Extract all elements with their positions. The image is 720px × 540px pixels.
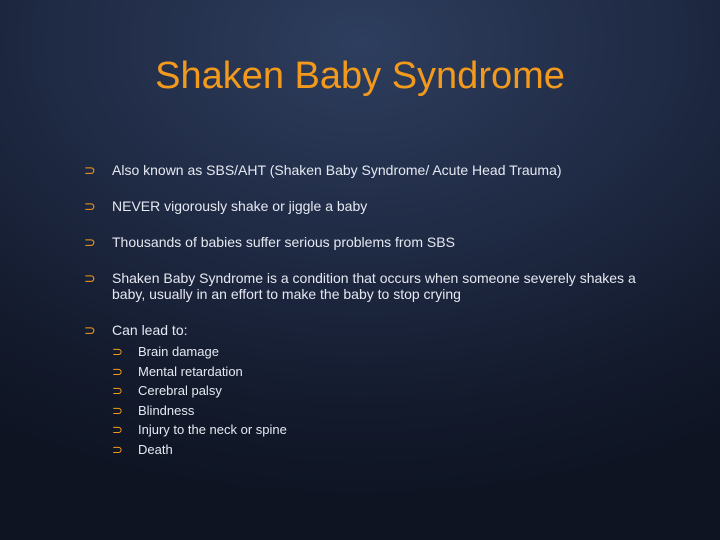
bullet-item — [84, 322, 664, 459]
sub-bullet-arrow-icon: ⊃ — [112, 383, 123, 398]
sub-bullet-text: Mental retardation — [138, 363, 243, 379]
sub-bullet-item — [112, 342, 664, 362]
bullet-item — [84, 198, 664, 214]
sub-bullet-arrow-icon: ⊃ — [112, 363, 123, 379]
sub-bullet-item — [112, 401, 664, 421]
sub-bullet-item — [112, 381, 664, 401]
sub-bullet-arrow-icon: ⊃ — [112, 441, 123, 457]
bullet-arrow-icon: ⊃ — [84, 322, 96, 338]
bullet-text: Shaken Baby Syndrome is a condition that occurs when someone severely shakes a baby, usually in an effort to make the baby to stop crying — [112, 270, 636, 302]
sub-bullet-item — [112, 440, 664, 460]
bullet-item — [84, 234, 664, 250]
bullet-text: NEVER vigorously shake or jiggle a baby — [112, 198, 368, 214]
bullet-text: Can lead to: — [112, 322, 188, 338]
bullet-text: Also known as SBS/AHT (Shaken Baby Syndrome/ Acute Head Trauma) — [112, 162, 562, 178]
sub-bullet-arrow-icon: ⊃ — [112, 422, 123, 437]
sub-bullet-item — [112, 420, 664, 440]
slide-title: Shaken Baby Syndrome — [155, 55, 565, 97]
sub-bullet-arrow-icon: ⊃ — [112, 344, 123, 359]
bullet-arrow-icon: ⊃ — [84, 234, 96, 250]
bullet-arrow-icon: ⊃ — [84, 162, 96, 178]
sub-bullet-text: Death — [138, 441, 173, 457]
sub-bullet-arrow-icon: ⊃ — [112, 402, 123, 418]
bullet-item — [84, 162, 664, 178]
sub-bullet-text: Brain damage — [138, 344, 219, 359]
sub-bullet-list — [112, 342, 664, 459]
sub-bullet-item — [112, 362, 664, 382]
sub-bullet-text: Injury to the neck or spine — [138, 422, 287, 437]
bullet-arrow-icon: ⊃ — [84, 270, 96, 286]
sub-bullet-text: Blindness — [138, 402, 195, 418]
bullet-text: Thousands of babies suffer serious problems from SBS — [112, 234, 455, 250]
bullet-arrow-icon: ⊃ — [84, 198, 96, 214]
bullet-item — [84, 270, 664, 302]
bullet-list — [84, 162, 664, 479]
sub-bullet-text: Cerebral palsy — [138, 383, 222, 398]
